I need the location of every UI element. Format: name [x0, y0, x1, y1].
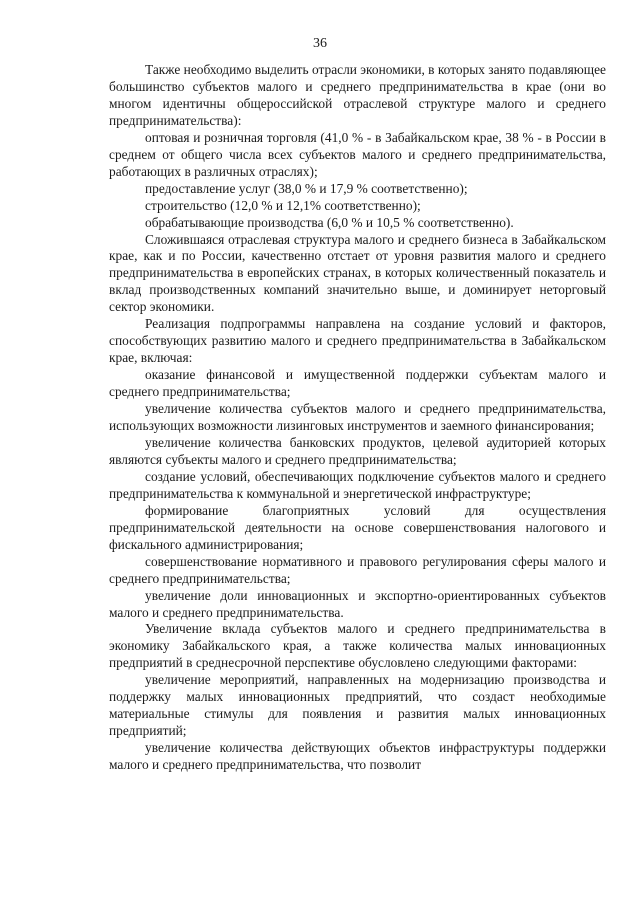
list-item: увеличение количества банковских продуктов, целевой аудиторией которых являются субъекты малого и среднего предпринимательства; [109, 434, 606, 467]
body-text [109, 62, 606, 774]
paragraph-factors: Увеличение вклада субъектов малого и среднего предпринимательства в экономику Забайкальского края, а также количества малых инновационных предприятий в среднесрочной перспективе обусловлено следующими факторами: [109, 621, 606, 671]
paragraph-structure: Сложившаяся отраслевая структура малого и среднего бизнеса в Забайкальском крае, как и по России, качественно отстает от уровня развития малого и среднего предпринимательства в европейских странах, в которых количественный показатель и вклад производственных компаний значительно выше, и доминирует неторговый сектор экономики. [109, 231, 606, 315]
list-item: формирование благоприятных условий для осуществления предпринимательской деятельности на основе совершенствования налогового и фискального администрирования; [109, 502, 606, 552]
paragraph-services: предоставление услуг (38,0 % и 17,9 % соответственно); [145, 180, 468, 196]
paragraph-trade: оптовая и розничная торговля (41,0 % - в Забайкальском крае, 38 % - в России в среднем от общего числа всех субъектов малого и среднего предпринимательства, работающих в различных отраслях); [109, 129, 606, 179]
list-item: увеличение доли инновационных и экспортно-ориентированных субъектов малого и среднего предпринимательства. [109, 587, 606, 620]
list-item: увеличение количества субъектов малого и среднего предпринимательства, использующих возможности лизинговых инструментов и заемного финансирования; [109, 401, 606, 434]
page-number: 36 [313, 36, 327, 51]
list-item: увеличение количества действующих объектов инфраструктуры поддержки малого и среднего предпринимательства, что позволит [109, 740, 606, 773]
list-item: создание условий, обеспечивающих подключение субъектов малого и среднего предпринимательства к коммунальной и энергетической инфраструктуре; [109, 468, 606, 501]
paragraph-manufacturing: обрабатывающие производства (6,0 % и 10,5 % соответственно). [145, 214, 514, 230]
paragraph-subprogram: Реализация подпрограммы направлена на создание условий и факторов, способствующих развитию малого и среднего предпринимательства в Забайкальском крае, включая: [109, 316, 606, 366]
paragraph-construction: строительство (12,0 % и 12,1% соответственно); [145, 197, 421, 213]
list-item: совершенствование нормативного и правового регулирования сферы малого и среднего предпринимательства; [109, 553, 606, 586]
list-item: оказание финансовой и имущественной поддержки субъектам малого и среднего предпринимательства; [109, 367, 606, 400]
paragraph-intro: Также необходимо выделить отрасли экономики, в которых занято подавляющее большинство субъектов малого и среднего предпринимательства в крае (они во многом идентичны общероссийской отраслевой структуре малого и среднего предпринимательства): [109, 62, 606, 128]
list-item: увеличение мероприятий, направленных на модернизацию производства и поддержку малых инновационных предприятий, что создаст необходимые материальные стимулы для появления и развития малых инновационных предприятий; [109, 672, 606, 739]
